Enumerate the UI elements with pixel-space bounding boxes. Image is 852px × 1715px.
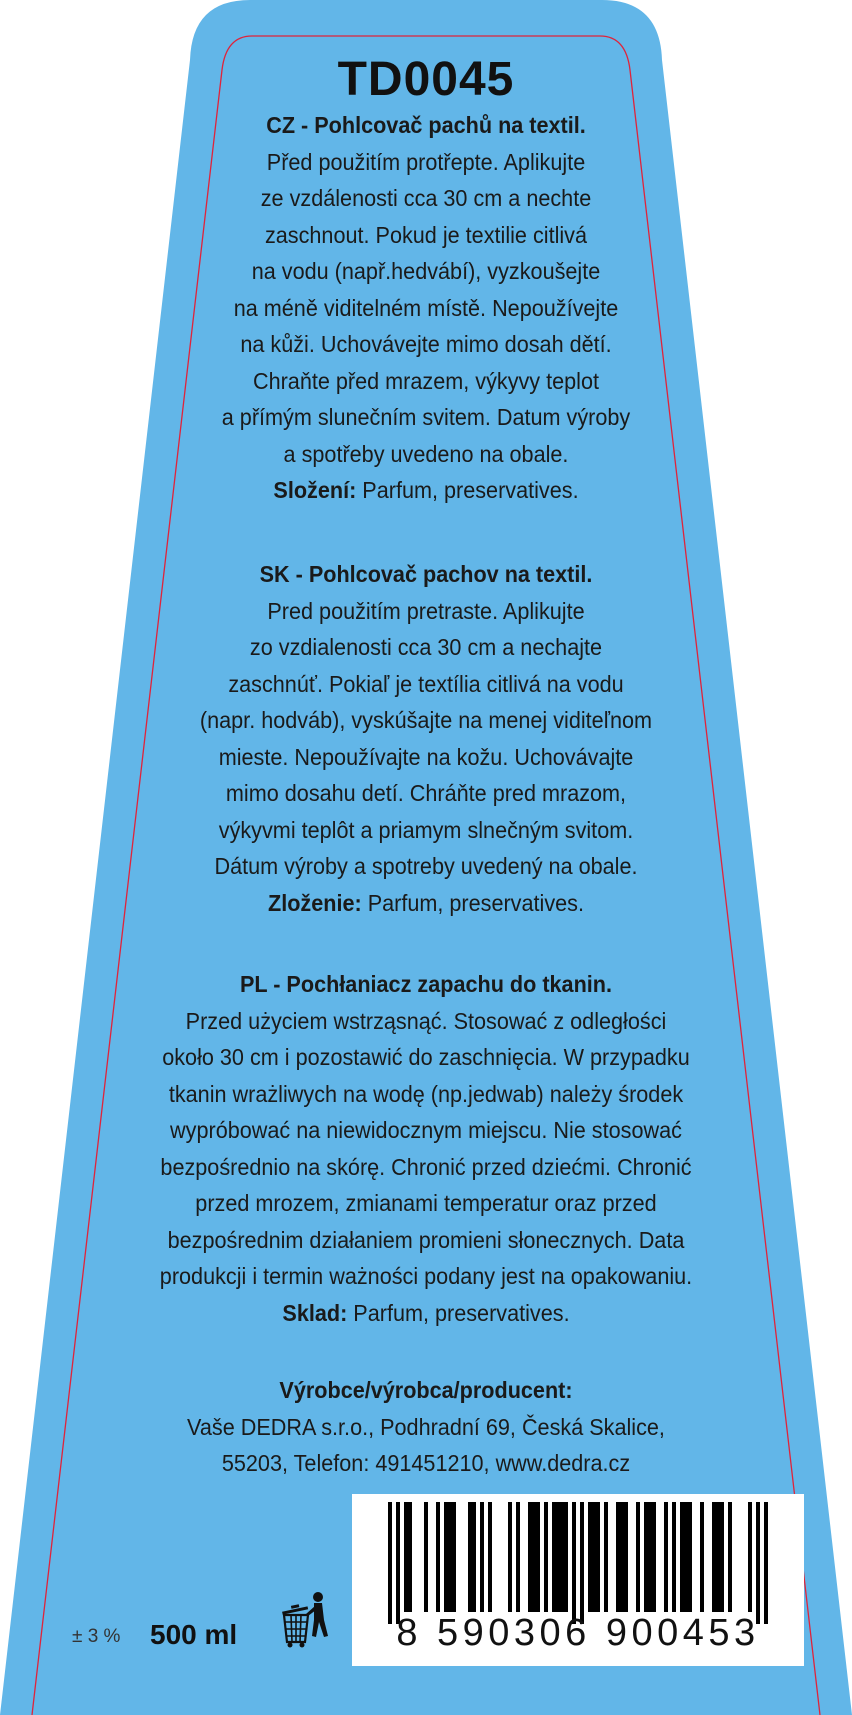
composition-value: Parfum, preservatives. — [347, 1299, 570, 1326]
text-line: przed mrozem, zmianami temperatur oraz przed — [195, 1190, 657, 1216]
barcode-bar — [408, 1502, 412, 1612]
text-line: Pred použitím pretraste. Aplikujte — [267, 597, 585, 624]
composition-label: Složení: — [273, 477, 357, 503]
barcode-bar — [528, 1502, 532, 1612]
barcode-bar — [592, 1502, 596, 1612]
product-code: TD0045 — [337, 53, 515, 106]
composition-label: Sklad: — [282, 1299, 348, 1326]
barcode-bar — [700, 1502, 704, 1612]
barcode-bar — [596, 1502, 600, 1612]
barcode-bar — [480, 1502, 484, 1612]
section-heading: PL - Pochłaniacz zapachu do tkanin. — [239, 971, 613, 997]
barcode-bar — [716, 1502, 720, 1612]
manufacturer-heading: Výrobce/výrobca/producent: — [279, 1377, 573, 1403]
barcode-bar — [468, 1502, 472, 1612]
barcode-bar — [556, 1502, 560, 1612]
composition-label: Zloženie: — [268, 889, 362, 916]
barcode-bar — [604, 1502, 608, 1612]
text-line: výkyvmi teplôt a priamym slnečným svitom. — [218, 816, 634, 843]
barcode-bar — [516, 1502, 520, 1612]
barcode-bar — [448, 1502, 452, 1612]
text-line: produkcji i termin ważności podany jest na opakowaniu. — [159, 1263, 693, 1289]
barcode-digits: 8 590306 900453 — [396, 1612, 760, 1654]
barcode-bar — [620, 1502, 624, 1612]
barcode-bar — [552, 1502, 556, 1612]
text-line: na kůži. Uchovávejte mimo dosah dětí. — [240, 331, 612, 357]
barcode-bar — [684, 1502, 688, 1612]
barcode-bar — [644, 1502, 648, 1612]
barcode-bar — [404, 1502, 408, 1612]
barcode-bar — [572, 1502, 576, 1624]
barcode-bar — [580, 1502, 584, 1624]
composition-value: Parfum, preservatives. — [361, 889, 584, 916]
section-sk — [34, 556, 818, 921]
text-line: zaschnúť. Pokiaľ je textília citlivá na vodu — [228, 670, 624, 697]
barcode-bar — [488, 1502, 492, 1612]
barcode-bar — [564, 1502, 568, 1612]
barcode-bar — [664, 1502, 668, 1612]
text-line: a spotřeby uvedeno na obale. — [283, 440, 569, 467]
barcode-bar — [652, 1502, 656, 1612]
barcode-bar — [532, 1502, 536, 1612]
barcode-bar — [444, 1502, 448, 1612]
text-line: Dátum výroby a spotreby uvedený na obale. — [214, 853, 638, 879]
barcode-bar — [712, 1502, 716, 1612]
trash-bin-recycle-icon — [278, 1590, 334, 1652]
text-line: mimo dosahu detí. Chráňte pred mrazom, — [225, 780, 627, 806]
barcode-bar — [544, 1502, 548, 1612]
barcode-bar — [536, 1502, 540, 1612]
section-pl — [34, 966, 818, 1331]
barcode-bar — [764, 1502, 768, 1624]
text-line: ze vzdálenosti cca 30 cm a nechte — [260, 185, 592, 211]
barcode-bar — [616, 1502, 620, 1612]
barcode-bar — [672, 1502, 676, 1612]
text-line: wypróbować na niewidocznym miejscu. Nie stosować — [170, 1117, 682, 1143]
section-heading: CZ - Pohlcovač pachů na textil. — [266, 112, 586, 138]
text-line: mieste. Nepoužívajte na kožu. Uchovávajte — [218, 743, 634, 770]
barcode-bar — [648, 1502, 652, 1612]
barcode-bar — [588, 1502, 592, 1612]
section-heading: SK - Pohlcovač pachov na textil. — [259, 561, 593, 587]
text-line: zaschnout. Pokud je textilie citlivá — [264, 221, 588, 248]
text-line: na méně viditelném místě. Nepoužívejte — [233, 294, 619, 321]
text-line: około 30 cm i pozostawić do zaschnięcia. W przypadku — [162, 1044, 690, 1070]
barcode-bar — [748, 1502, 752, 1612]
barcode-bar — [720, 1502, 724, 1612]
composition-line — [34, 1295, 818, 1332]
composition-line — [34, 472, 818, 509]
barcode-bar — [436, 1502, 440, 1612]
barcode-bar — [472, 1502, 476, 1612]
text-line: tkanin wrażliwych na wodę (np.jedwab) należy środek — [168, 1080, 684, 1107]
manufacturer-contact: 55203, Telefon: 491451210, www.dedra.cz — [221, 1450, 631, 1476]
barcode-bar — [452, 1502, 456, 1612]
section-manufacturer — [34, 1372, 818, 1482]
text-line: Przed użyciem wstrząsnąć. Stosować z odległości — [185, 1007, 667, 1034]
barcode — [352, 1494, 804, 1666]
section-cz — [34, 107, 818, 509]
composition-line — [34, 885, 818, 922]
text-line: (napr. hodváb), vyskúšajte na menej viditeľnom — [199, 707, 653, 733]
tolerance: ± 3 % — [72, 1626, 121, 1647]
text-line: Chraňte před mrazem, výkyvy teplot — [252, 367, 600, 394]
barcode-bar — [508, 1502, 512, 1612]
text-line: bezpośrednio na skórę. Chronić przed dziećmi. Chronić — [160, 1153, 692, 1180]
text-line: Před použitím protřepte. Aplikujte — [266, 148, 586, 175]
barcode-bar — [756, 1502, 760, 1624]
barcode-bar — [728, 1502, 732, 1612]
barcode-bar — [560, 1502, 564, 1612]
barcode-bar — [680, 1502, 684, 1612]
barcode-bar — [688, 1502, 692, 1612]
text-line: zo vzdialenosti cca 30 cm a nechajte — [249, 634, 603, 660]
barcode-bar — [424, 1502, 428, 1612]
composition-value: Parfum, preservatives. — [356, 477, 579, 503]
volume: 500 ml — [150, 1619, 238, 1650]
manufacturer-address: Vaše DEDRA s.r.o., Podhradní 69, Česká Skalice, — [187, 1413, 665, 1440]
barcode-bar — [388, 1502, 392, 1624]
text-line: a přímým slunečním svitem. Datum výroby — [221, 404, 631, 430]
text-line: bezpośrednim działaniem promieni słonecznych. Data — [167, 1226, 685, 1253]
barcode-bar — [396, 1502, 400, 1624]
barcode-bar — [624, 1502, 628, 1612]
barcode-bar — [636, 1502, 640, 1612]
text-line: na vodu (např.hedvábí), vyzkoušejte — [251, 258, 601, 284]
